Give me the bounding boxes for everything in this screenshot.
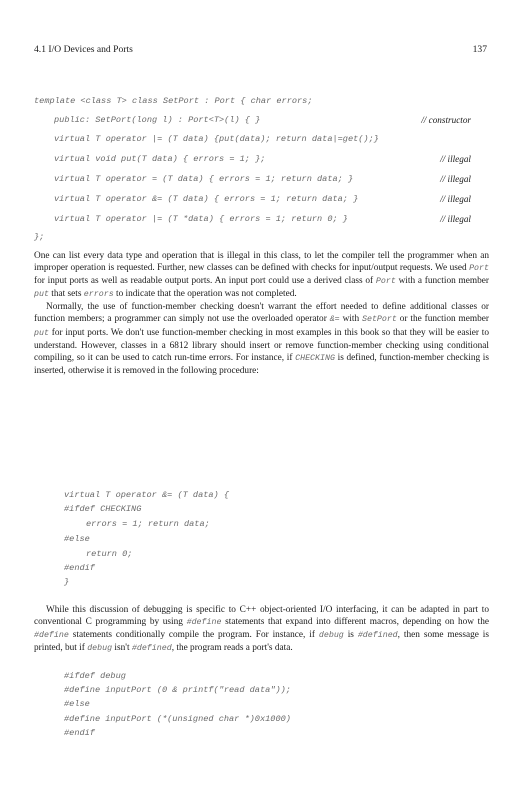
- code-line: #define inputPort (*(unsigned char *)0x1000): [64, 714, 291, 724]
- code-line: template <class T> class SetPort : Port { char errors;: [34, 96, 313, 106]
- code-comment: // illegal: [440, 174, 471, 184]
- code-line: public: SetPort(long l) : Port<T>(l) { }: [54, 115, 261, 125]
- body-text-block: [34, 250, 489, 377]
- code-comment: // illegal: [440, 214, 471, 224]
- inline-code: &=: [329, 315, 340, 325]
- page-number: 137: [472, 44, 487, 55]
- paragraph: One can list every data type and operation that is illegal in this class, to let the compiler tell the programmer when an improper operation is requested. Further, new classes can be defined with checks for input/output requests. We used Port for input ports as well as readable output ports. An input port could use a derived class of Port with a function member put that sets errors to indicate that the operation was not completed.: [34, 251, 489, 300]
- code-line: #define inputPort (0 & printf("read data"));: [64, 685, 291, 695]
- inline-code: CHECKING: [295, 353, 335, 363]
- code-comment: // constructor: [421, 115, 471, 125]
- code-line: #endif: [64, 728, 95, 738]
- inline-code: #defined: [131, 644, 172, 654]
- code-line: #ifdef debug: [64, 671, 126, 681]
- code-line: #endif: [64, 563, 95, 573]
- inline-code: #define: [186, 618, 222, 628]
- code-line: virtual T operator = (T data) { errors = 1; return data; }: [54, 174, 354, 184]
- inline-code: SetPort: [362, 315, 397, 325]
- inline-code: Port: [469, 264, 489, 274]
- page-header: [34, 44, 487, 55]
- inline-code: put: [34, 328, 49, 338]
- code-line: #ifdef CHECKING: [64, 504, 142, 514]
- code-comment: // illegal: [440, 194, 471, 204]
- section-title: 4.1 I/O Devices and Ports: [34, 44, 133, 55]
- paragraph: Normally, the use of function-member checking doesn't warrant the effort needed to define additional classes or function members; a programmer can simply not use the overloaded operator &= with SetPort or the function member put for input ports. We don't use function-member checking in most examples in this book so that they will be easier to understand. However, classes in a 6812 library should insert or remove function-member checking using conditional compiling, so it can be used to catch run-time errors. For instance, if CHECKING is defined, function-member checking is inserted, otherwise it is removed in the following procedure:: [34, 302, 489, 376]
- inline-code: debug: [318, 631, 344, 641]
- body-text-block: [34, 604, 489, 655]
- inline-code: debug: [87, 644, 113, 654]
- code-line: #else: [64, 534, 90, 544]
- code-line: virtual T operator |= (T data) {put(data); return data|=get();}: [54, 134, 379, 144]
- paragraph: While this discussion of debugging is specific to C++ object-oriented I/O interfacing, it can be adapted in part to conventional C programming by using #define statements that expand into different macros, depending on how the #define statements conditionally compile the program. For instance, if debug is #defined, then some message is printed, but if debug isn't #defined, the program reads a port's data.: [34, 605, 489, 654]
- code-line: virtual T operator &= (T data) {: [64, 490, 230, 500]
- code-line: };: [34, 232, 45, 242]
- code-line: return 0;: [86, 549, 133, 559]
- inline-code: Port: [375, 277, 396, 287]
- code-line: }: [64, 577, 70, 587]
- code-line: virtual T operator |= (T *data) { errors = 1; return 0; }: [54, 214, 348, 224]
- code-line: virtual T operator &= (T data) { errors = 1; return data; }: [54, 194, 359, 204]
- code-line: #else: [64, 699, 90, 709]
- inline-code: #define: [34, 631, 69, 641]
- code-line: virtual void put(T data) { errors = 1; };: [54, 154, 266, 164]
- inline-code: errors: [83, 290, 114, 300]
- code-comment: // illegal: [440, 154, 471, 164]
- inline-code: put: [34, 290, 49, 300]
- code-line: errors = 1; return data;: [86, 519, 210, 529]
- inline-code: #defined: [357, 631, 398, 641]
